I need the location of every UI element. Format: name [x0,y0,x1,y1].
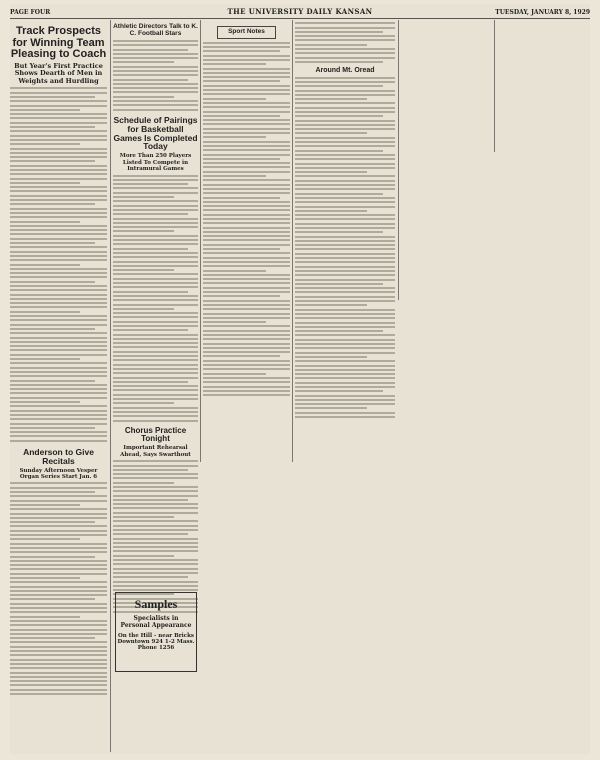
ad-title: Samples [134,597,178,611]
article-body [113,40,198,111]
column-3 [203,20,290,460]
ad-line: Phone 1256 [137,645,175,651]
article-body [10,87,107,441]
article-headline: Athletic Directors Talk to K. C. Football Stars [113,23,198,37]
issue-date: TUESDAY, JANUARY 8, 1929 [495,9,590,16]
article-headline: Anderson to Give Recitals [23,446,94,466]
article-headline: Around Mt. Oread [315,66,375,74]
article-headline: Chorus Practice Tonight [124,425,187,443]
column-rule [292,20,293,462]
column-rule [200,20,201,462]
article-subhead: More Than 250 Players Listed To Compete in Intramural Games [119,153,192,172]
ad-line: Specialists in Personal Appearance [120,615,192,629]
article-body [113,175,198,422]
article-body [295,22,395,63]
article-body [295,77,395,418]
masthead [10,4,590,19]
samples-ad [115,592,197,672]
column-4 [295,20,395,460]
article-subhead: Sunday Afternoon Vesper Organ Series Start Jan. 6 [19,467,98,480]
column-rule [110,20,111,752]
ad-line: On the Hill - near Bricks [117,633,194,639]
article-subhead: Important Rehearsal Ahead, Says Swarthout [120,445,191,458]
column-rule [494,20,495,152]
column-rule [398,20,399,300]
article-headline: Track Prospects for Winning Team Pleasing to Coach [10,25,107,61]
column-1 [10,20,107,752]
page-label: PAGE FOUR [10,9,51,16]
paper-title: THE UNIVERSITY DAILY KANSAN [227,7,373,16]
article-body [10,482,107,695]
article-body [113,460,198,612]
article-headline: Sport Notes [217,26,276,39]
newspaper-page [10,4,590,754]
article-headline: Schedule of Pairings for Basketball Games Is Completed Today [113,114,198,152]
spacer [353,20,354,21]
column-2 [113,20,198,752]
article-subhead: But Year's First Practice Shows Dearth of Men in Weights and Hurdling [14,61,103,85]
ad-line: Downtown 924 1-2 Mass. [117,639,195,645]
article-body [203,42,290,396]
